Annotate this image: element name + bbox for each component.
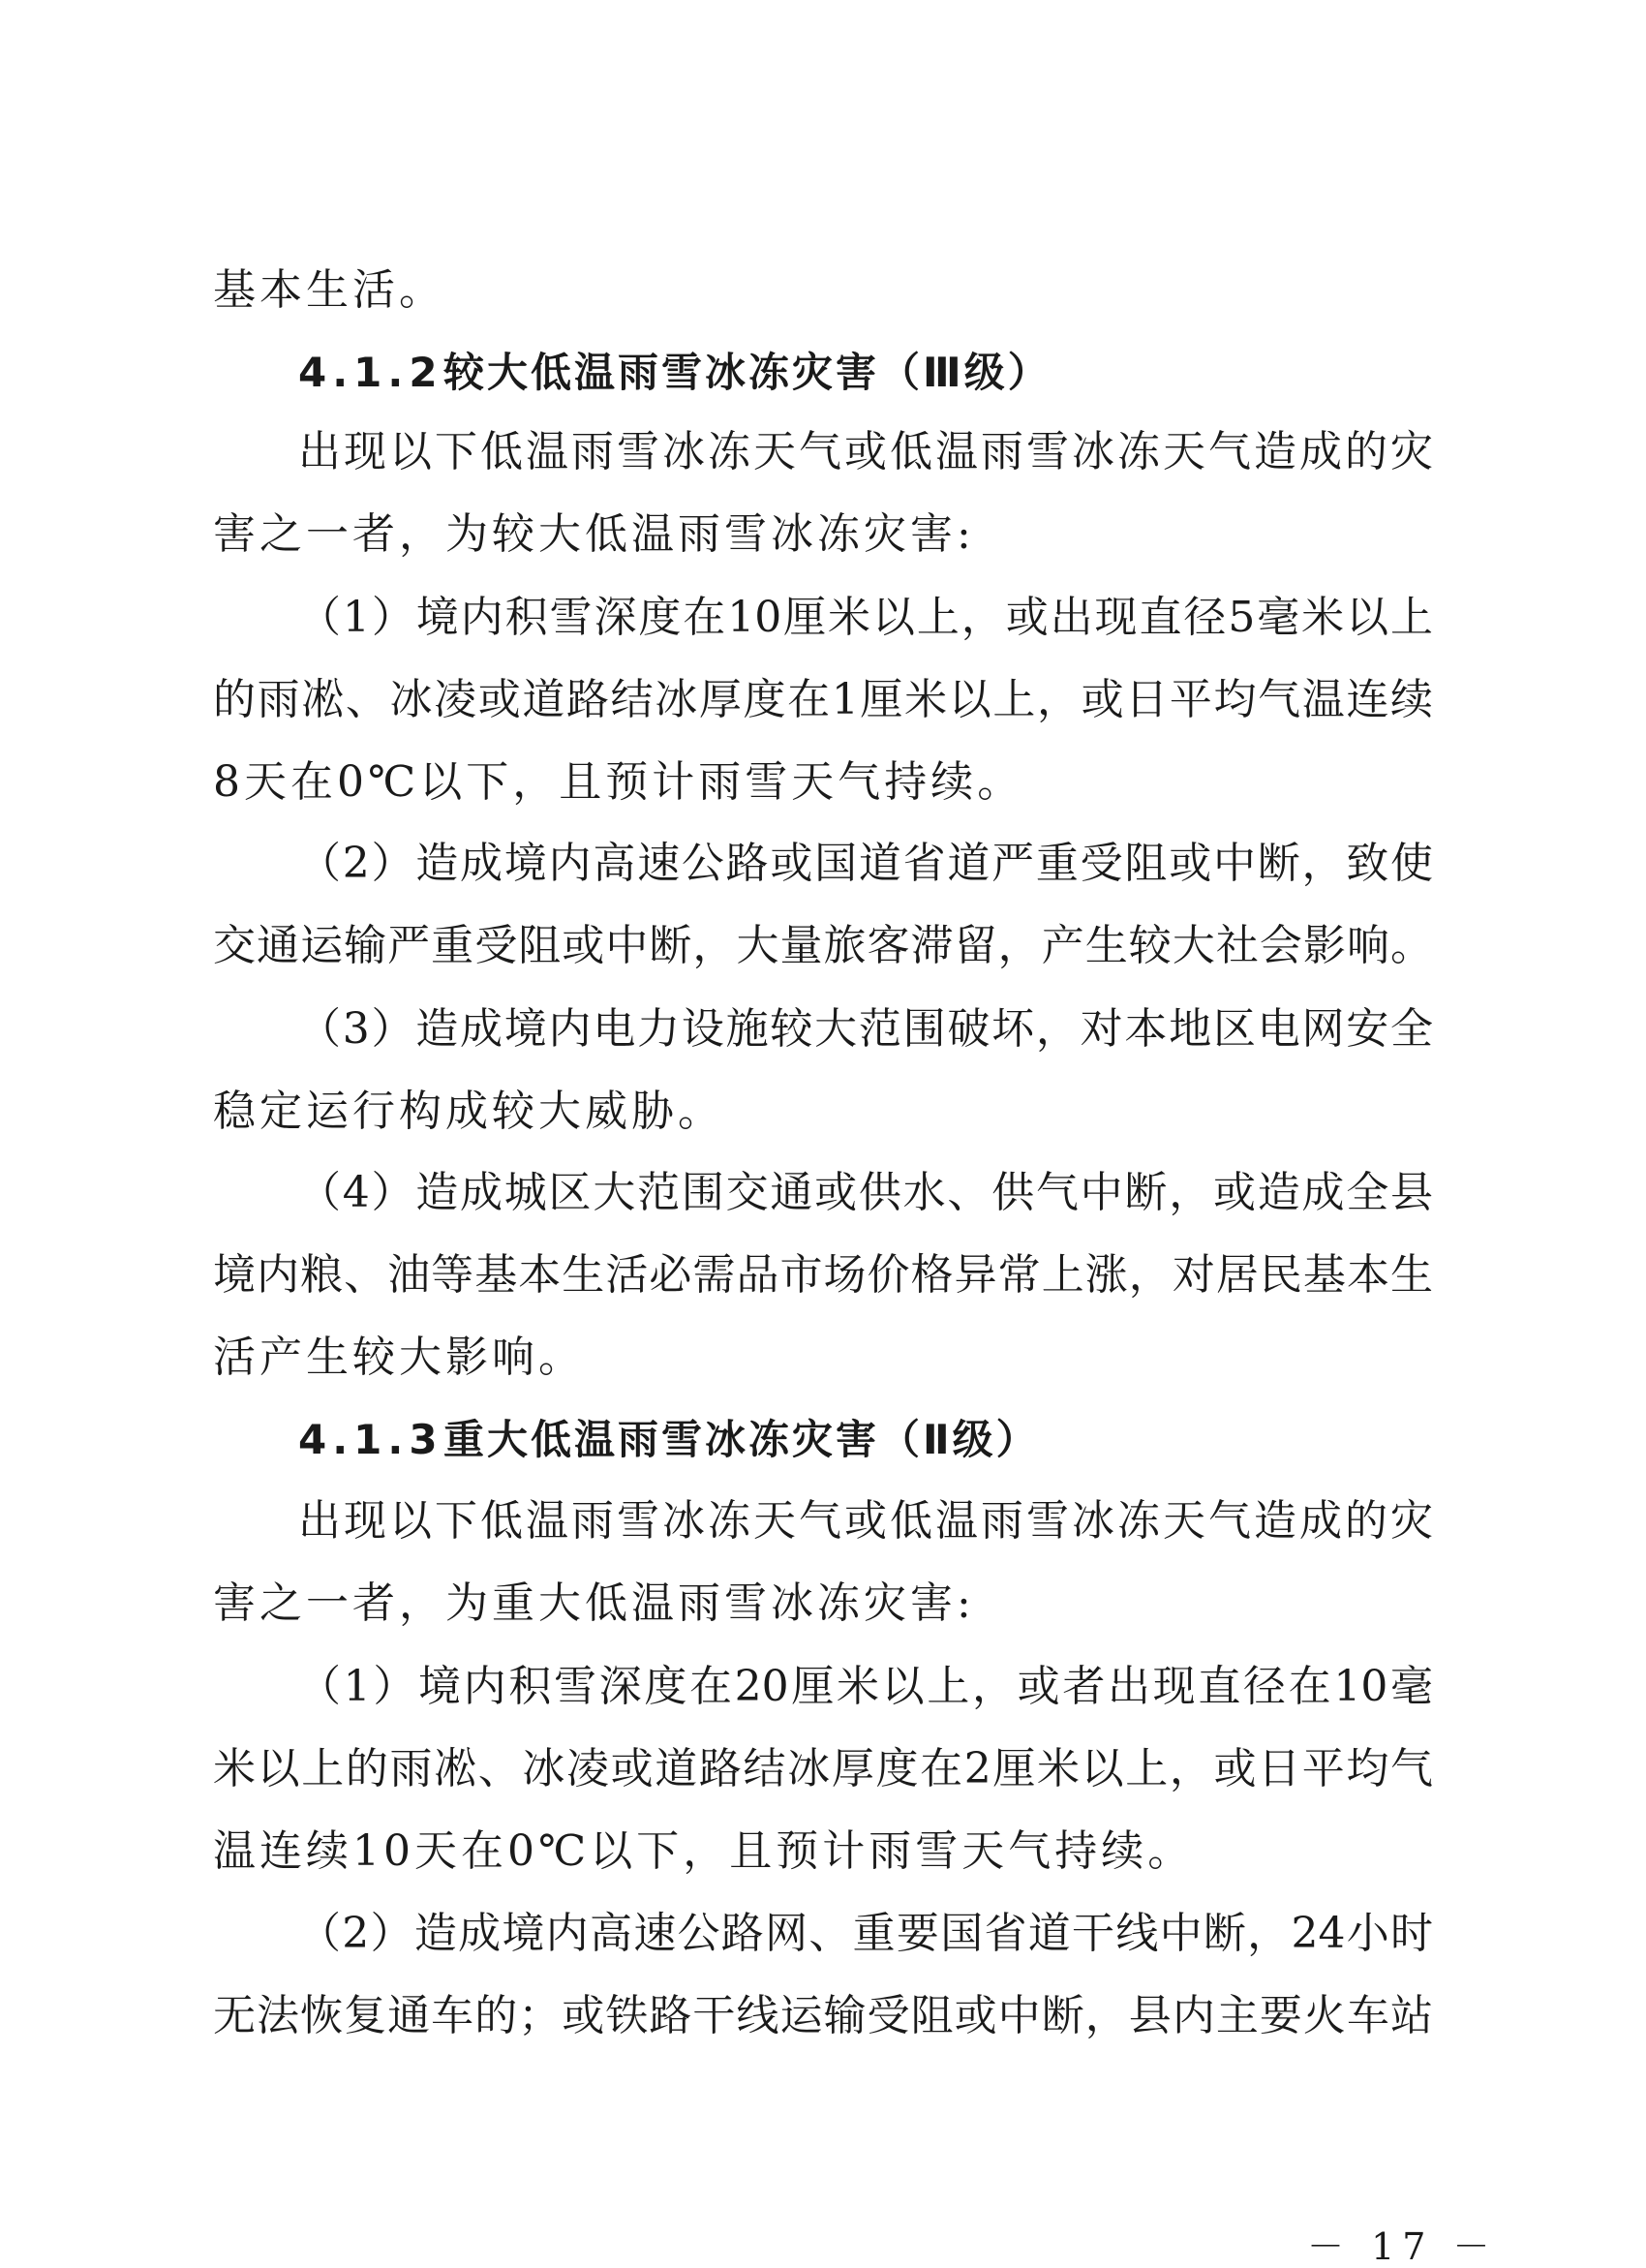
text-line: 的雨凇、冰凌或道路结冰厚度在1厘米以上，或日平均气温连续	[213, 675, 1433, 724]
list-item: （1）境内积雪深度在10厘米以上，或出现直径5毫米以上	[298, 593, 1433, 642]
list-item: （1）境内积雪深度在20厘米以上，或者出现直径在10毫	[298, 1662, 1433, 1711]
text-line: 稳定运行构成较大威胁。	[213, 1087, 724, 1136]
section-title: 较大低温雨雪冰冻灾害（Ⅲ级）	[443, 349, 1052, 396]
list-item: （3）造成境内电力设施较大范围破坏，对本地区电网安全	[298, 1004, 1433, 1054]
list-item: （2）造成境内高速公路或国道省道严重受阻或中断，致使	[298, 839, 1433, 888]
section-heading-4-1-3	[298, 1411, 1040, 1469]
text-line: 交通运输严重受阻或中断，大量旅客滞留，产生较大社会影响。	[213, 921, 1433, 970]
text-line: 害之一者，为较大低温雨雪冰冻灾害:	[213, 509, 975, 559]
text-line: 出现以下低温雨雪冰冻天气或低温雨雪冰冻天气造成的灾	[298, 427, 1433, 476]
section-heading-4-1-2	[298, 344, 1052, 402]
text-line: 温连续10天在0℃以下，且预计雨雪天气持续。	[213, 1826, 1195, 1876]
text-line: 害之一者，为重大低温雨雪冰冻灾害:	[213, 1578, 975, 1628]
text-line: 米以上的雨凇、冰凌或道路结冰厚度在2厘米以上，或日平均气	[213, 1744, 1433, 1793]
text-line: 基本生活。	[213, 265, 445, 315]
list-item: （2）造成境内高速公路网、重要国省道干线中断，24小时	[298, 1909, 1433, 1958]
section-title: 重大低温雨雪冰冻灾害（Ⅱ级）	[443, 1416, 1040, 1463]
text-line: 活产生较大影响。	[213, 1333, 585, 1382]
text-line: 境内粮、油等基本生活必需品市场价格异常上涨，对居民基本生	[213, 1250, 1433, 1300]
section-number: 4.1.3	[298, 1416, 443, 1463]
text-line: 8天在0℃以下，且预计雨雪天气持续。	[213, 757, 1024, 807]
text-line: 出现以下低温雨雪冰冻天气或低温雨雪冰冻天气造成的灾	[298, 1496, 1433, 1546]
section-number: 4.1.2	[298, 349, 443, 396]
text-line: 无法恢复通车的；或铁路干线运输受阻或中断，县内主要火车站	[213, 1991, 1433, 2040]
page-number: － 17 －	[1307, 2225, 1498, 2268]
list-item: （4）造成城区大范围交通或供水、供气中断，或造成全县	[298, 1168, 1433, 1217]
